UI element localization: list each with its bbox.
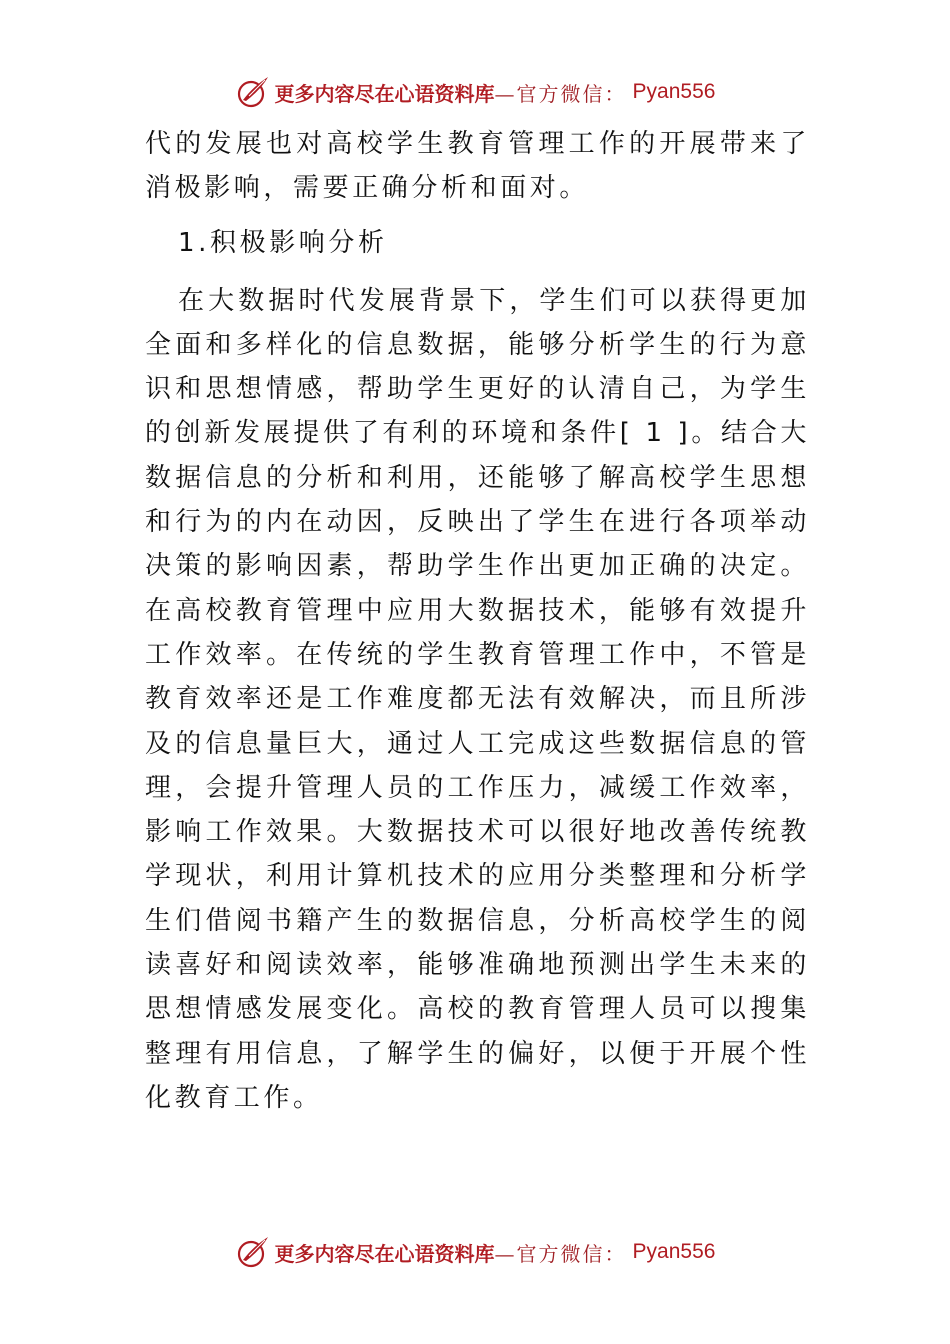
quill-logo-icon [235,74,271,110]
header-wechat-label: —官方微信： [494,81,627,106]
quill-logo-icon [235,1234,271,1270]
section-heading: 1.积极影响分析 [178,227,388,258]
body-paragraph: 在大数据时代发展背景下，学生们可以获得更加全面和多样化的信息数据，能够分析学生的行为意识和思想情感，帮助学生更好的认清自己，为学生的创新发展提供了有利的环境和条件[ 1 ]。结合大数据信息的分析和利用，还能够了解高校学生思想和行为的内在动因，反映出了学生在进行各项举动决策的影响因素，帮助学生作出更加正确的决定。在高校教育管理中应用大数据技术，能够有效提升工作效率。在传统的学生教育管理工作中，不管是教育效率还是工作难度都无法有效解决，而且所涉及的信息量巨大，通过人工完成这些数据信息的管理，会提升管理人员的工作压力，减缓工作效率，影响工作效果。大数据技术可以很好地改善传统教学现状，利用计算机技术的应用分类整理和分析学生们借阅书籍产生的数据信息，分析高校学生的阅读喜好和阅读效率，能够准确地预测出学生未来的思想情感发展变化。高校的教育管理人员可以搜集整理有用信息，了解学生的偏好，以便于开展个性化教育工作。 [145,285,810,1113]
footer-brand-text: 更多内容尽在心语资料库 [274,1241,495,1266]
header-wechat-id: Pyan556 [632,80,716,103]
footer-banner [0,1232,950,1272]
header-banner [0,72,950,112]
footer-wechat-label: —官方微信： [494,1241,627,1266]
continuation-paragraph: 代的发展也对高校学生教育管理工作的开展带来了消极影响，需要正确分析和面对。 [145,129,810,204]
header-brand-text: 更多内容尽在心语资料库 [274,81,495,106]
footer-wechat-id: Pyan556 [632,1240,716,1263]
document-body [145,122,810,1120]
